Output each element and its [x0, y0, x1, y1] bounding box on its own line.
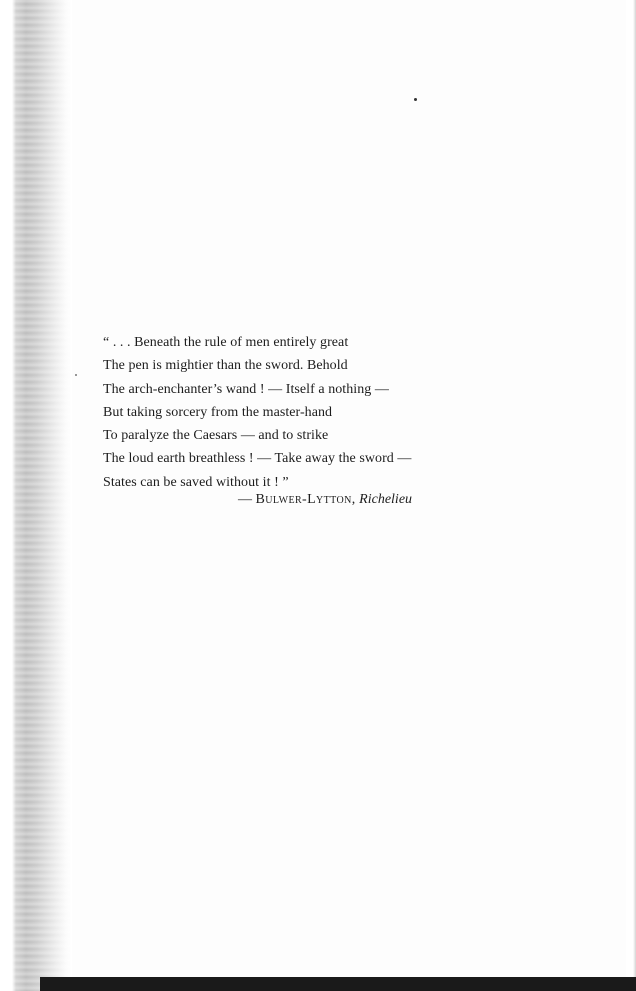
quote-line: The loud earth breathless ! — Take away the sword — [103, 451, 412, 467]
quote-line: The pen is mightier than the sword. Behold [103, 358, 348, 374]
epigraph-quote [103, 331, 483, 494]
quote-line: The arch-enchanter’s wand ! — Itself a nothing — [103, 381, 389, 397]
attribution-author: Bulwer-Lytton, [255, 492, 356, 507]
quote-line: States can be saved without it ! ” [103, 474, 289, 490]
quote-line: “ . . . Beneath the rule of men entirely great [103, 335, 349, 350]
page-gutter-shadow [0, 0, 72, 991]
epigraph-attribution [238, 488, 468, 511]
attribution-dash: — [238, 492, 256, 507]
ink-speck [75, 374, 77, 376]
scan-bottom-border [40, 977, 636, 991]
page-right-edge [626, 0, 636, 991]
ink-speck [414, 98, 417, 101]
attribution-work-title: Richelieu [359, 492, 413, 507]
quote-line: To paralyze the Caesars — and to strike [103, 428, 329, 444]
quote-line: But taking sorcery from the master-hand [103, 404, 333, 420]
